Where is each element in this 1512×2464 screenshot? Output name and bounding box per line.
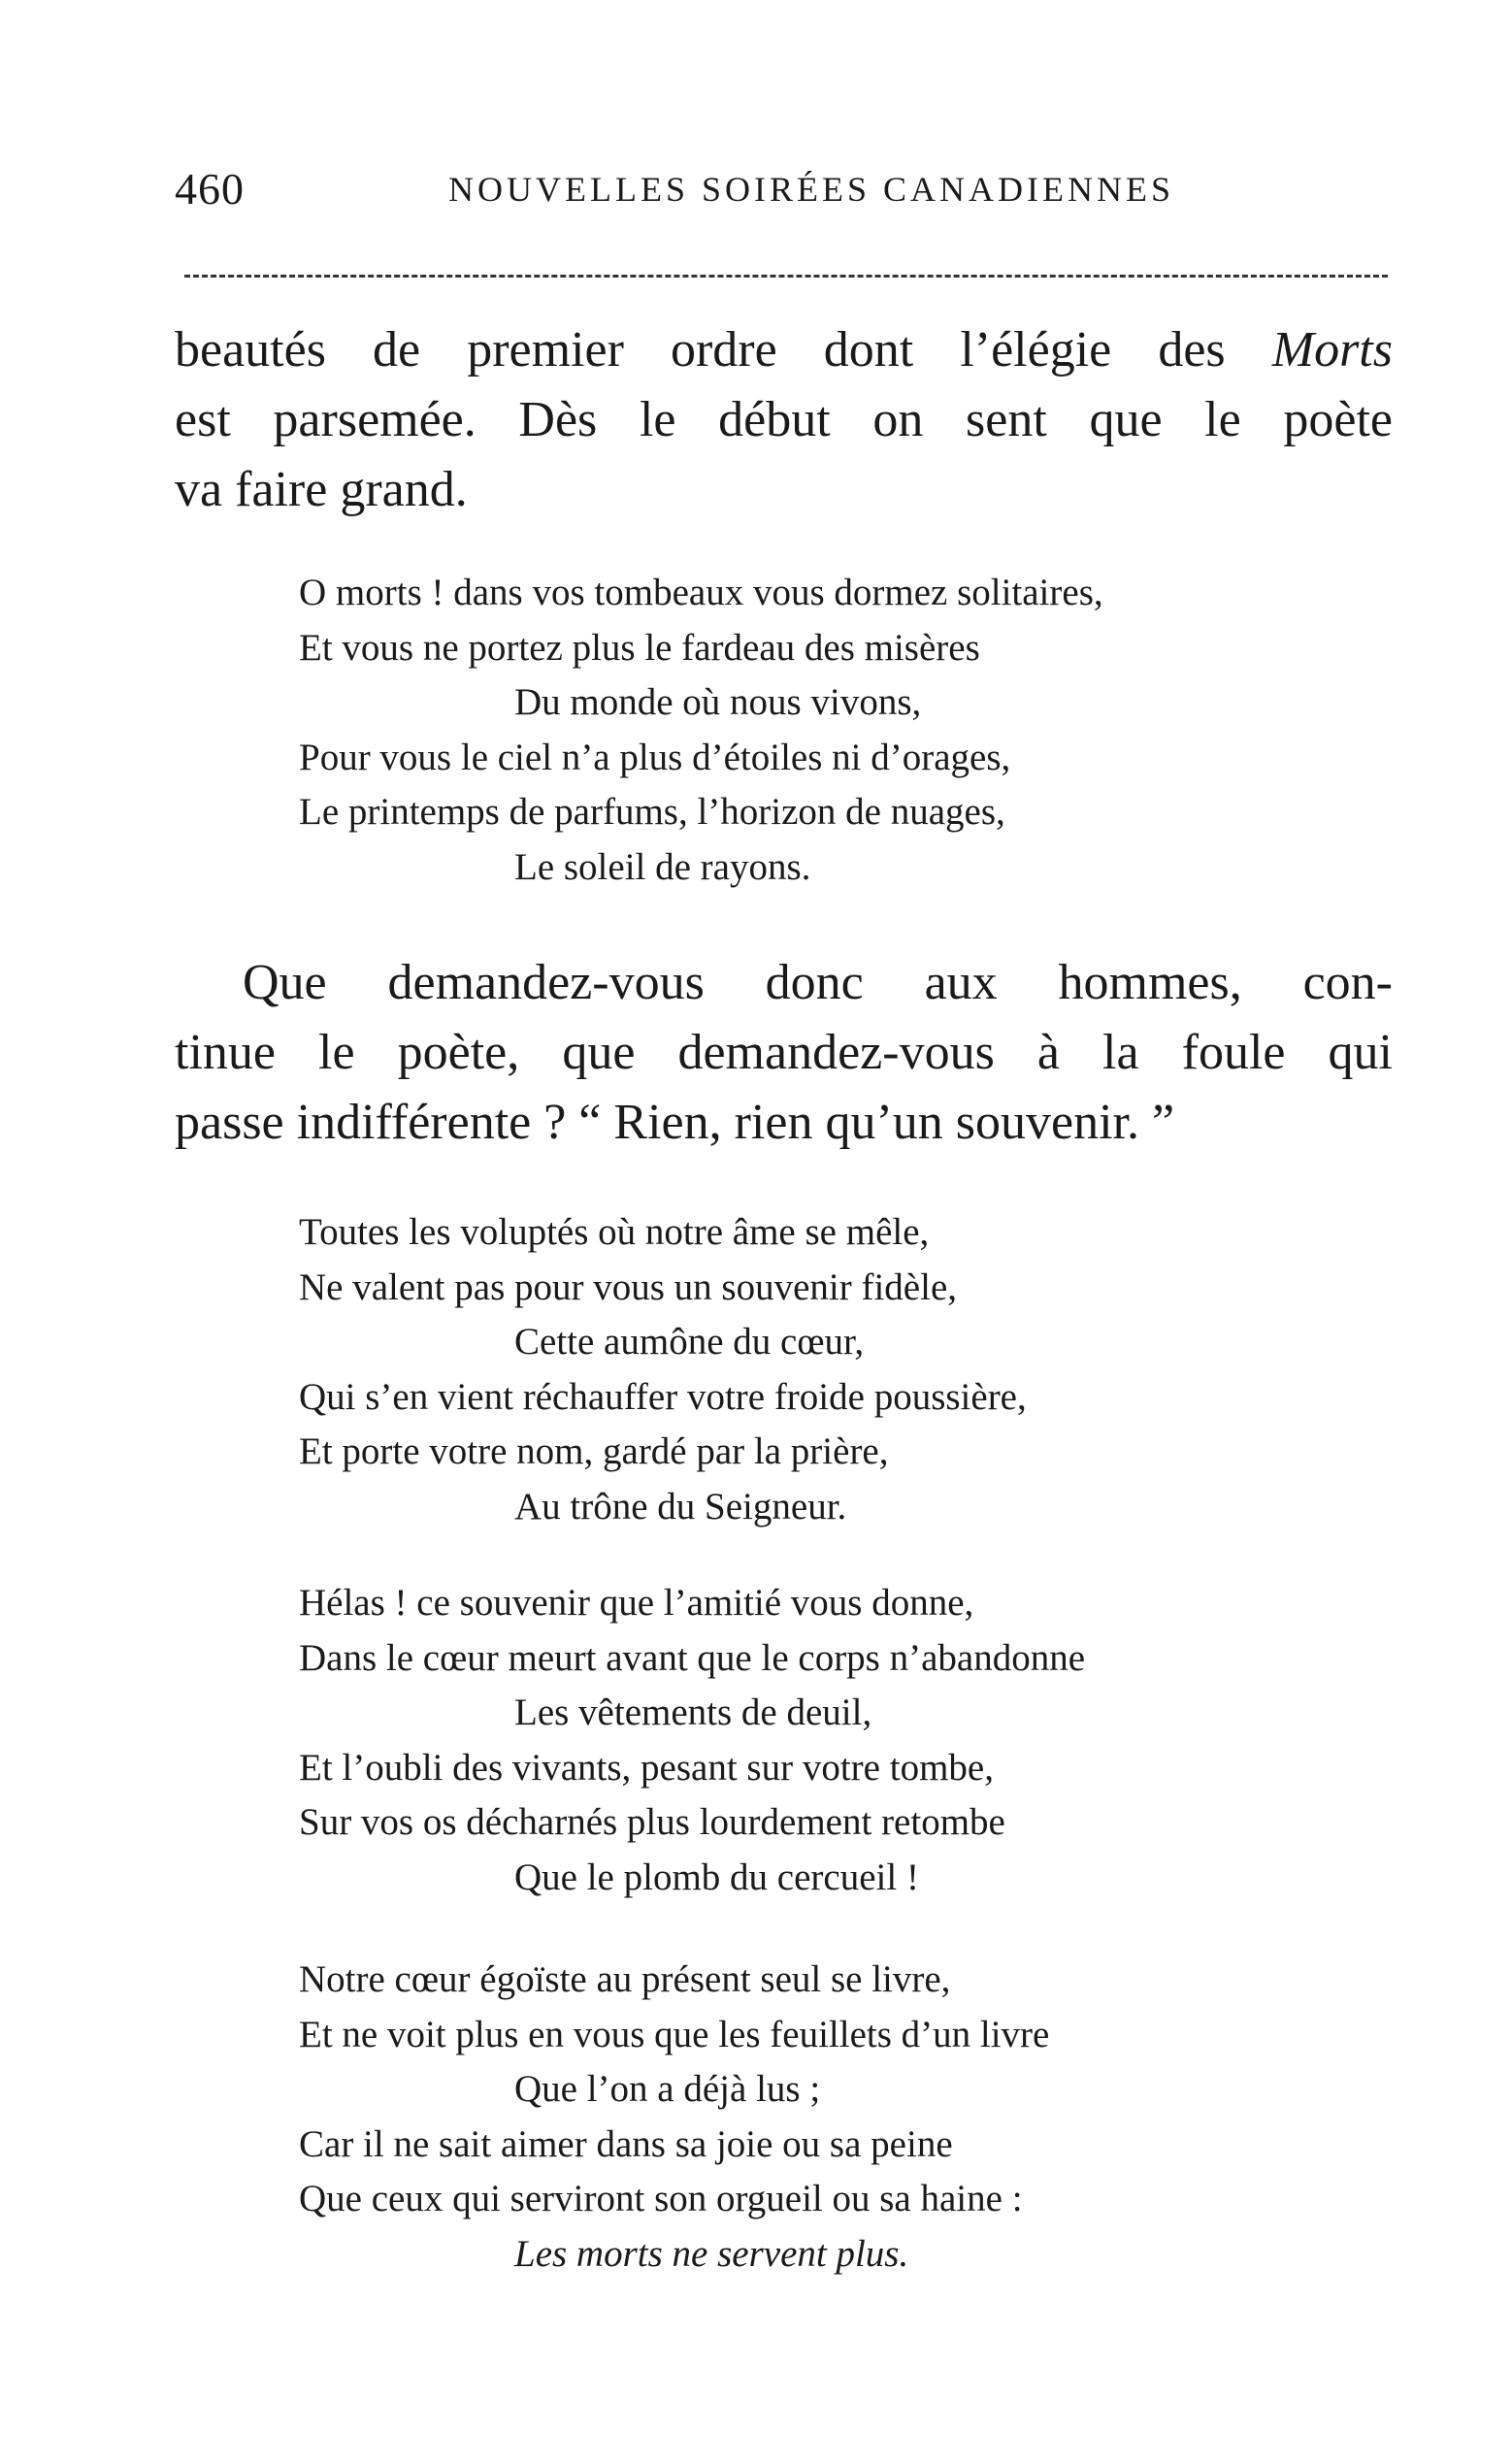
prose-paragraph-1 [175,315,1393,525]
verse-line: O morts ! dans vos tombeaux vous dormez solitaires, [299,572,1103,613]
running-header [175,163,1383,221]
prose-line: va faire grand. [175,462,468,517]
prose-line: Que demandez-vous donc aux hommes, con- [243,955,1393,1010]
verse-line: Que l’on a déjà lus ; [514,2068,821,2110]
page-number: 460 [175,164,245,214]
verse-line: Le printemps de parfums, l’horizon de nuages, [299,791,1005,833]
verse-stanza-1 [299,566,1366,895]
verse-line: Et ne voit plus en vous que les feuillets d’un livre [299,2013,1050,2055]
verse-line: Que ceux qui serviront son orgueil ou sa haine : [299,2178,1023,2219]
verse-line: Sur vos os décharnés plus lourdement retombe [299,1801,1005,1843]
verse-line: Les vêtements de deuil, [514,1692,872,1733]
verse-line: Notre cœur égoïste au présent seul se livre, [299,1958,951,2000]
verse-line: Hélas ! ce souvenir que l’amitié vous donne, [299,1582,974,1624]
italic-title: Morts [1271,322,1393,378]
verse-line: Car il ne sait aimer dans sa joie ou sa peine [299,2122,953,2165]
verse-line: Du monde où nous vivons, [514,681,922,723]
prose-line: tinue le poète, que demandez-vous à la foule qui [175,1025,1393,1080]
verse-stanza-2 [299,1205,1366,1534]
verse-line: Dans le cœur meurt avant que le corps n’abandonne [299,1636,1086,1679]
verse-line: Ne valent pas pour vous un souvenir fidèle, [299,1265,958,1308]
verse-line: Toutes les voluptés où notre âme se mêle, [299,1211,930,1253]
prose-line: est parsemée. Dès le début on sent que le poète [175,392,1393,447]
verse-line: Le soleil de rayons. [514,845,811,888]
verse-line: Au trône du Seigneur. [514,1485,847,1528]
verse-line: Pour vous le ciel n’a plus d’étoiles ni d’orages, [299,736,1011,778]
verse-line: Et vous ne portez plus le fardeau des misères [299,626,980,669]
verse-line-italic: Les morts ne servent plus. [514,2232,909,2275]
verse-line: Cette aumône du cœur, [514,1321,865,1363]
prose-line: passe indifférente ? “ Rien, rien qu’un souvenir. ” [175,1095,1175,1150]
running-title: NOUVELLES SOIRÉES CANADIENNES [448,170,1174,209]
verse-stanza-4 [299,1953,1366,2282]
verse-line: Que le plomb du cercueil ! [514,1856,919,1898]
header-rule [184,275,1388,278]
prose-line [175,315,1393,385]
verse-line: Et l’oubli des vivants, pesant sur votre tombe, [299,1746,994,1789]
prose-text: beautés de premier ordre dont l’élégie des [175,322,1272,378]
prose-paragraph-2 [175,948,1393,1158]
verse-line: Et porte votre nom, gardé par la prière, [299,1430,889,1472]
verse-line: Qui s’en vient réchauffer votre froide poussière, [299,1375,1027,1418]
verse-stanza-3 [299,1576,1366,1905]
